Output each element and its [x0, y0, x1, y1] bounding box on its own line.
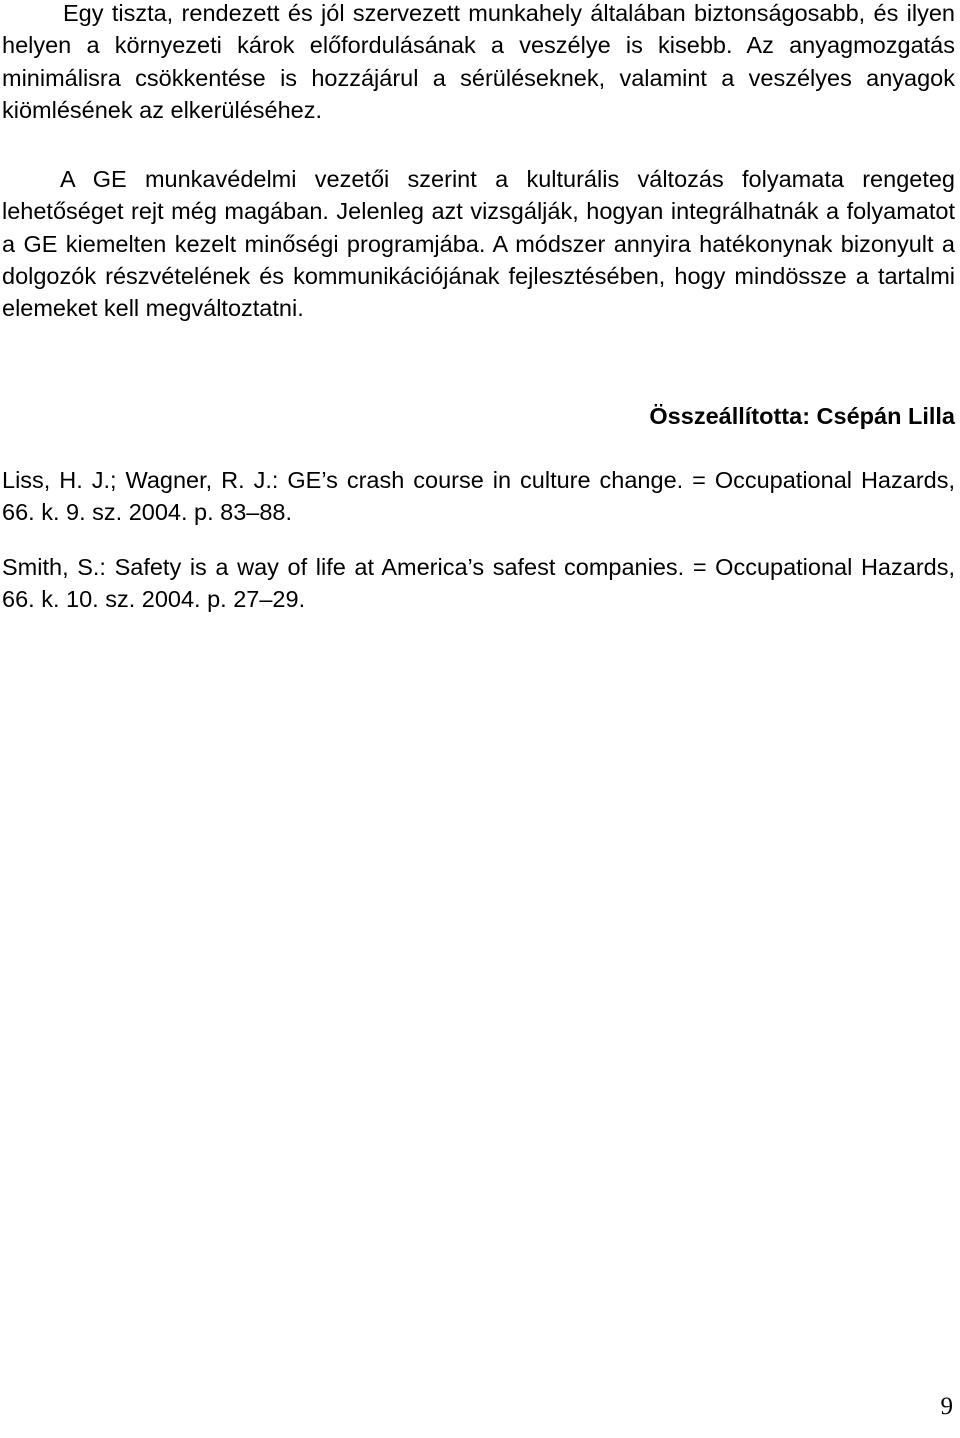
reference-1: Liss, H. J.; Wagner, R. J.: GE’s crash course in culture change. = Occupational Hazards, 66. k. 9. sz. 2004. p. 83–88. [2, 467, 955, 526]
body-paragraph-2: A GE munkavédelmi vezetői szerint a kulturális változás folyamata rengeteg lehetőséget rejt még magában. Jelenleg azt vizsgálják, hogyan integrálhatnák a folyamatot a GE kiemelten kezelt minőségi programjába. A módszer annyira hatékonynak bizonyult a dolgozók részvételének és kommunikációjának fejlesztésében, hogy mindössze a tartalmi elemeket kell megváltoztatni. [2, 166, 955, 322]
body-paragraph-1: Egy tiszta, rendezett és jól szervezett munkahely általában biztonságosabb, és ilyen helyen a környezeti károk előfordulásának a veszélye is kisebb. Az anyagmozgatás minimálisra csökkentése is hozzájárul a sérüléseknek, valamint a veszélyes anyagok kiömlésének az elkerüléséhez. [2, 0, 955, 123]
page-number: 9 [940, 1393, 953, 1420]
reference-2: Smith, S.: Safety is a way of life at America’s safest companies. = Occupational Hazards, 66. k. 10. sz. 2004. p. 27–29. [2, 554, 955, 613]
compiler-credit: Összeállította: Csépán Lilla [649, 403, 955, 429]
